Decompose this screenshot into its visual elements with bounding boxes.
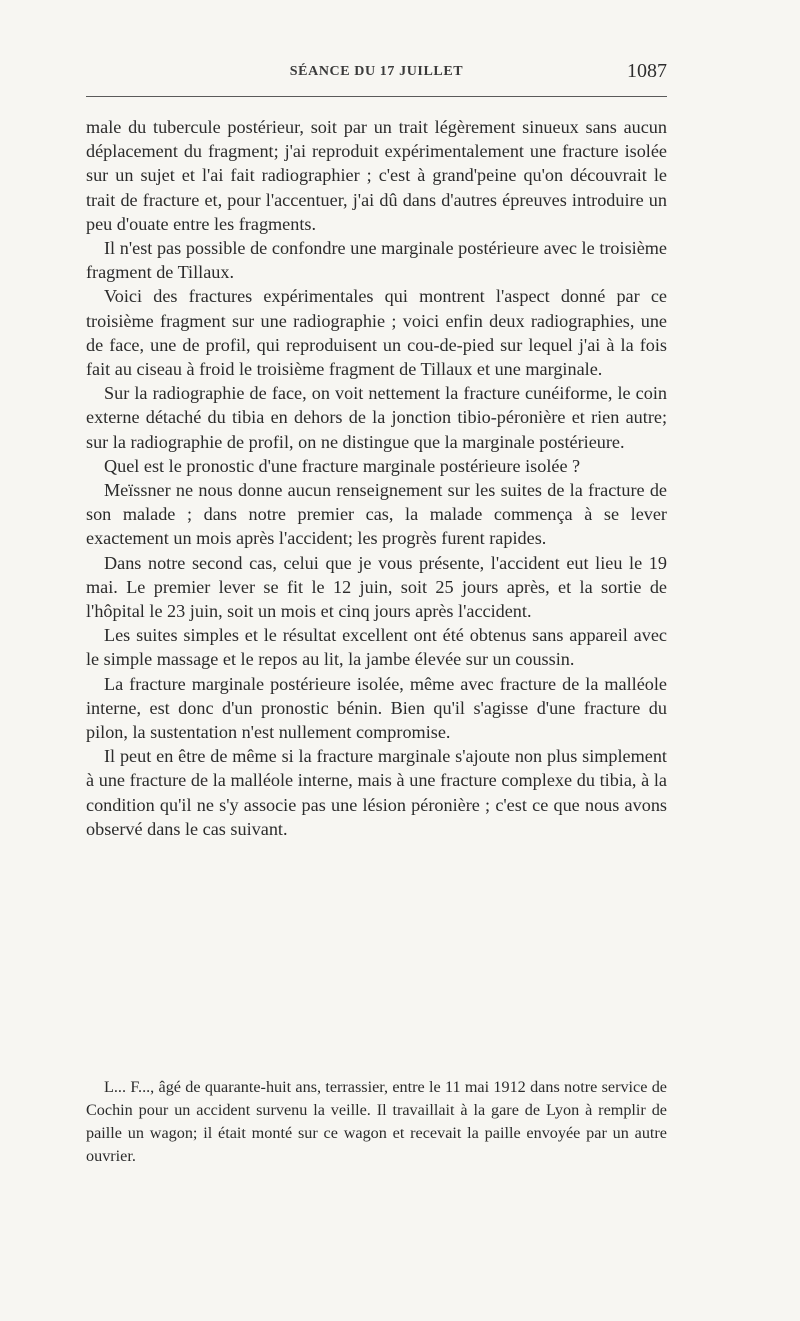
- paragraph: Dans notre second cas, celui que je vous présente, l'accident eut lieu le 19 mai. Le premier lever se fit le 12 juin, soit 25 jours après, et la sortie de l'hôpital le 23 juin, soit un mois et cinq jours après l'accident.: [86, 552, 667, 622]
- paragraph: Il n'est pas possible de confondre une marginale postérieure avec le troisième fragment de Tillaux.: [86, 238, 667, 283]
- body-text: [86, 115, 667, 841]
- paragraph: Il peut en être de même si la fracture marginale s'ajoute non plus simplement à une fracture de la malléole interne, mais à une fracture complexe du tibia, à la condition qu'il ne s'y associe pas une lésion péronière ; c'est ce que nous avons observé dans le cas suivant.: [86, 746, 667, 839]
- running-head: [86, 60, 667, 86]
- paragraph: La fracture marginale postérieure isolée, même avec fracture de la malléole interne, est donc d'un pronostic bénin. Bien qu'il s'agisse d'une fracture du pilon, la sustentation n'est nullement compromise.: [86, 673, 667, 743]
- paragraph: Les suites simples et le résultat excellent ont été obtenus sans appareil avec le simple massage et le repos au lit, la jambe élevée sur un coussin.: [86, 625, 667, 670]
- header-rule: [86, 96, 667, 97]
- case-report: [86, 1076, 667, 1168]
- paragraph: Quel est le pronostic d'une fracture marginale postérieure isolée ?: [104, 455, 581, 476]
- running-title: SÉANCE DU 17 JUILLET: [289, 64, 464, 79]
- case-report-paragraph: L... F..., âgé de quarante-huit ans, terrassier, entre le 11 mai 1912 dans notre service de Cochin pour un accident survenu la veille. Il travaillait à la gare de Lyon à remplir de paille un wagon; il était monté sur ce wagon et recevait la paille envoyée par un autre ouvrier.: [86, 1078, 667, 1165]
- page-number: 1087: [627, 60, 667, 82]
- paragraph: Voici des fractures expérimentales qui montrent l'aspect donné par ce troisième fragment sur une radiographie ; voici enfin deux radiographies, une de face, une de profil, qui reproduisent un cou-de-pied sur lequel j'ai à la fois fait au ciseau à froid le troisième fragment de Tillaux et une marginale.: [86, 286, 667, 380]
- paragraph: male du tubercule postérieur, soit par un trait légèrement sinueux sans aucun déplacement du fragment; j'ai reproduit expérimentalement une fracture isolée sur un sujet et l'ai fait radiographier ; c'est à grand'peine qu'on découvrait le trait de fracture et, pour l'accentuer, j'ai dû dans d'autres épreuves introduire un peu d'ouate entre les fragments.: [86, 117, 667, 234]
- paragraph: Meïssner ne nous donne aucun renseignement sur les suites de la fracture de son malade ; dans notre premier cas, la malade commença à se lever exactement un mois après l'accident; les progrès furent rapides.: [86, 480, 667, 549]
- paragraph: Sur la radiographie de face, on voit nettement la fracture cunéiforme, le coin externe détaché du tibia en dehors de la jonction tibio-péronière et rien autre; sur la radiographie de profil, on ne distingue que la marginale postérieure.: [86, 383, 667, 452]
